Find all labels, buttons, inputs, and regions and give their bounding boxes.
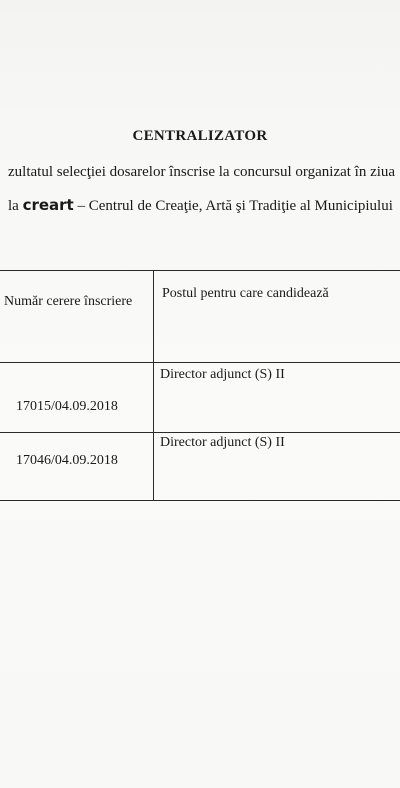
selection-result-line: zultatul selecţiei dosarelor înscrise la concursul organizat în ziua bbox=[8, 164, 396, 180]
institution-prefix: la bbox=[8, 198, 19, 214]
row-1-position: Director adjunct (S) II bbox=[160, 367, 285, 382]
creart-logo: creart bbox=[22, 196, 74, 214]
header-request-number: Număr cerere înscriere bbox=[4, 294, 133, 309]
institution-name: – Centrul de Creaţie, Artă şi Tradiţie al Municipiului bbox=[77, 198, 393, 214]
row-2-request-number: 17046/04.09.2018 bbox=[16, 453, 118, 468]
row-2-position: Director adjunct (S) II bbox=[160, 435, 285, 450]
row-1-request-number: 17015/04.09.2018 bbox=[16, 399, 118, 414]
document-title: CENTRALIZATOR bbox=[132, 128, 268, 144]
table-top-border bbox=[0, 270, 400, 271]
institution-line bbox=[8, 196, 393, 215]
table-header-bottom-border bbox=[0, 362, 400, 363]
table-row-1-bottom-border bbox=[0, 432, 400, 433]
header-position: Postul pentru care candidează bbox=[162, 286, 329, 301]
table-column-divider bbox=[153, 270, 154, 501]
table-bottom-border bbox=[0, 500, 400, 501]
